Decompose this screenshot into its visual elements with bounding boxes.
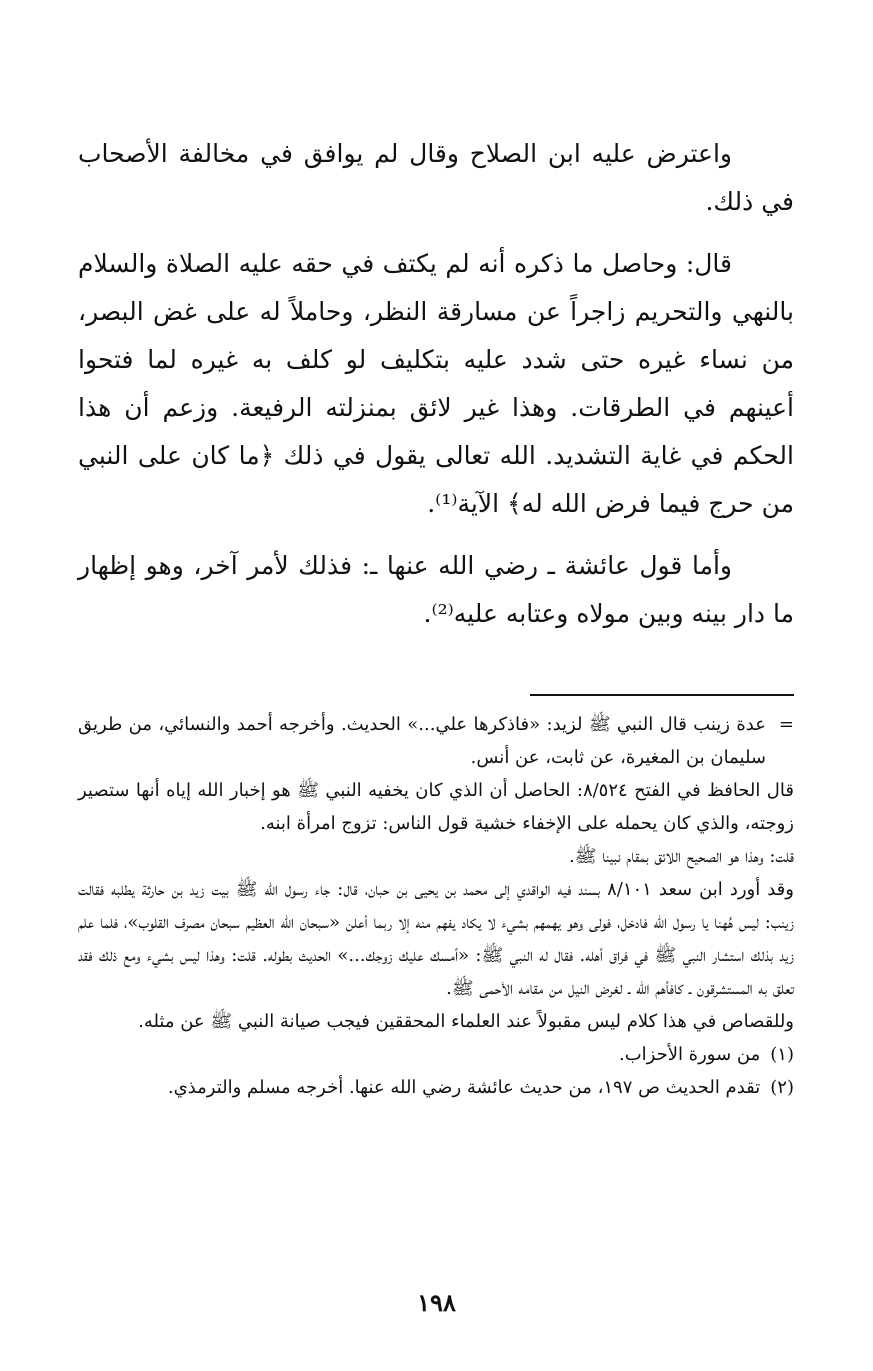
footnote-paragraph: قال الحافظ في الفتح ٨/٥٢٤: الحاصل أن الذي كان يخفيه النبي ﷺ هو إخبار الله إياه أنها ستصير زوجته، والذي كان يحمله على الإخفاء خشية قول الناس: تزوج امرأة ابنه. [78,780,794,834]
page-number: ١٩٨ [417,1288,456,1317]
footnote-separator [530,694,794,696]
footnote-text: من سورة الأحزاب. [618,1044,761,1065]
main-text [78,130,794,638]
footnote-continuation-text: عدة زينب قال النبي ﷺ لزيد: «فاذكرها علي...» الحديث. وأخرجه أحمد والنسائي، من طريق سليمان بن المغيرة، عن ثابت، عن أنس. [78,714,766,768]
footnote-number: (٢) [770,1077,794,1098]
footnote-paragraph: وقد أورد ابن سعد ٨/١٠١ بسند فيه الواقدي إلى محمد بن يحيى بن حبان، قال: جاء رسول الله ﷺ بيت زيد بن حارثة يطلبه فقالت زينب: ليس هُهنا يا رسول الله فادخل، فولى وهو يهمهم بشيء لا يكاد يفهم منه إلا ربما أعلن «سبحان الله العظيم سبحان مصرف القلوب»، فلما علم زيد بذلك استشار النبي ﷺ في فراق أهله. فقال له النبي ﷺ: «أمسك عليك زوجك...» الحديث بطوله. قلت: وهذا ليس بشيء ومع ذلك فقد تعلق به المستشرقون ـ كافأهم الله ـ لغرض النيل من مقامه الأحمى ﷺ. [78,879,794,999]
footnote-continuation [78,708,794,774]
paragraph-1: واعترض عليه ابن الصلاح وقال لم يوافق في مخالفة الأصحاب في ذلك. [78,139,794,216]
paragraph-3: وأما قول عائشة ـ رضي الله عنها ـ: فذلك لأمر آخر، وهو إظهار ما دار بينه وبين مولاه وعتابه عليه⁽²⁾. [78,551,794,628]
footnote-2 [78,1071,794,1104]
footnote-text: تقدم الحديث ص ١٩٧، من حديث عائشة رضي الله عنها. أخرجه مسلم والترمذي. [167,1077,761,1098]
continuation-mark: = [778,714,794,735]
footnote-paragraph: وللقصاص في هذا كلام ليس مقبولاً عند العلماء المحققين فيجب صيانة النبي ﷺ عن مثله. [138,1011,794,1032]
paragraph-2: قال: وحاصل ما ذكره أنه لم يكتف في حقه عليه الصلاة والسلام بالنهي والتحريم زاجراً عن مسارقة النظر، وحاملاً له على غض البصر، من نساء غيره حتى شدد عليه بتكليف لو كلف به غيره لما فتحوا أعينهم في الطرقات. وهذا غير لائق بمنزلته الرفيعة. وزعم أن هذا الحكم في غاية التشديد. الله تعالى يقول في ذلك ﴿ما كان على النبي من حرج فيما فرض الله له﴾ الآية⁽¹⁾. [78,249,794,518]
footnote-paragraph: قلت: وهذا هو الصحيح اللائق بمقام نبينا ﷺ. [569,846,794,867]
footnote-number: (١) [770,1044,794,1065]
footnote-1 [78,1038,794,1071]
footnotes [78,708,794,1104]
